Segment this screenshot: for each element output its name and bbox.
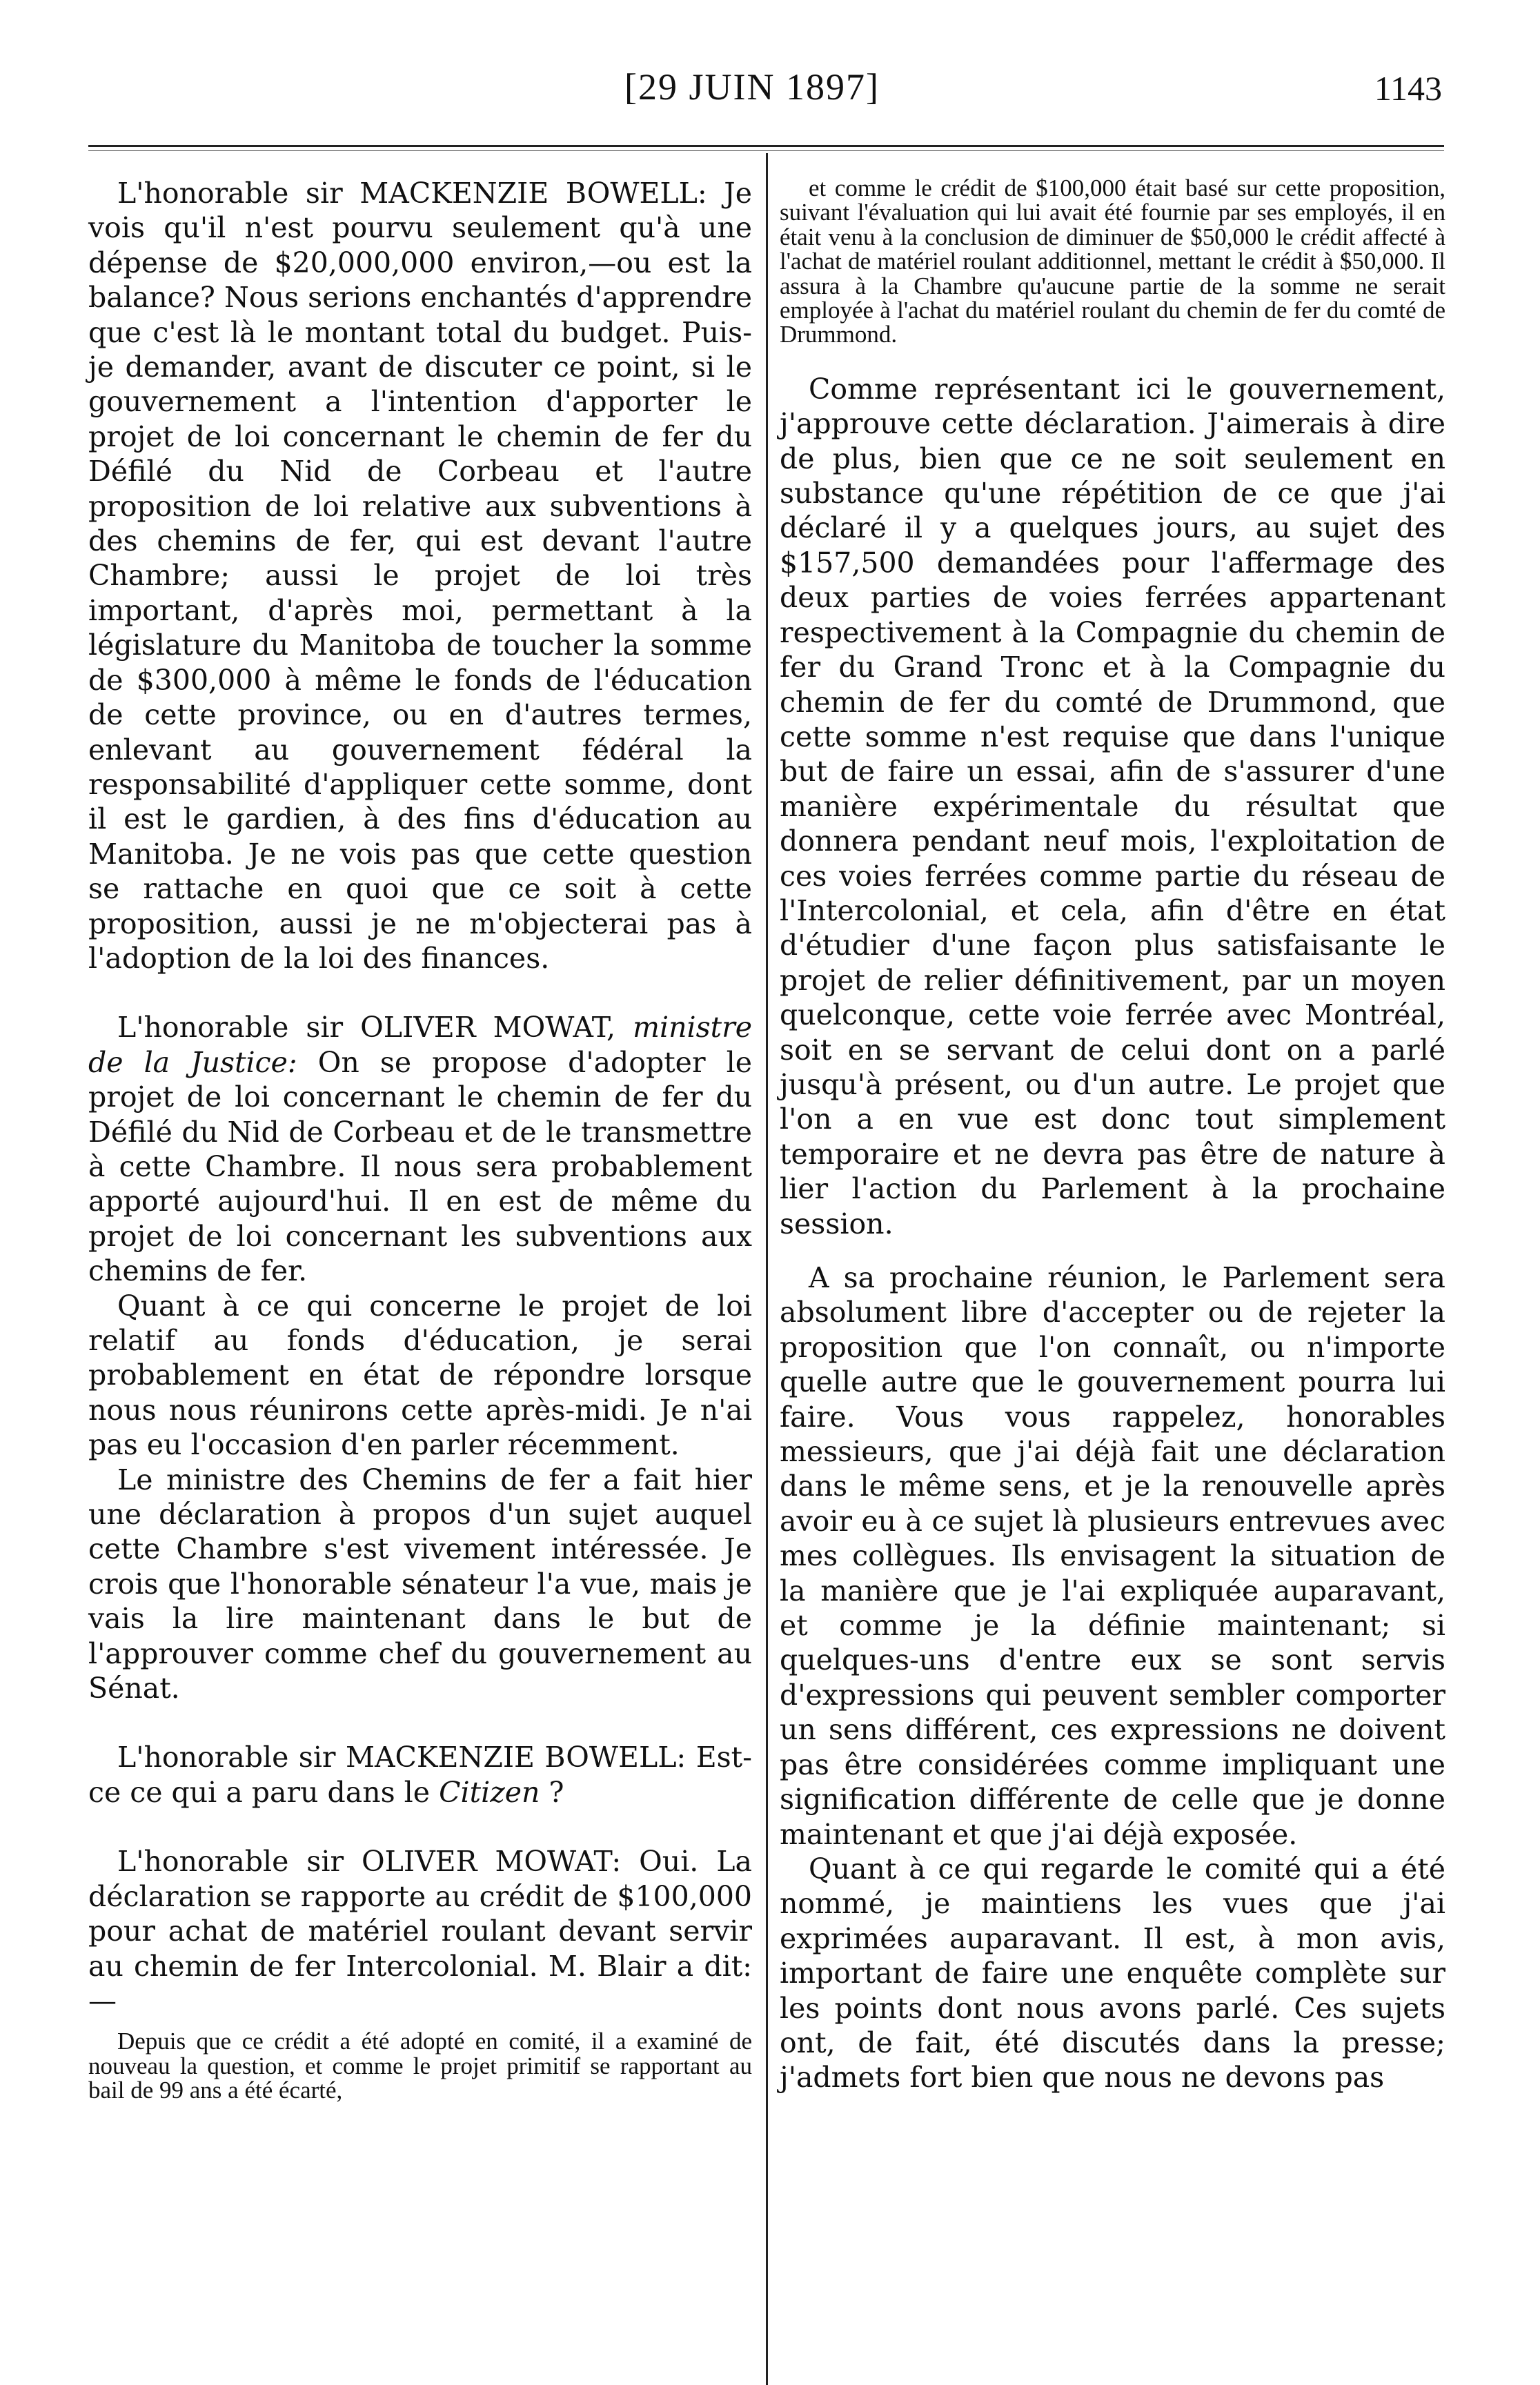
- header-rule: [88, 145, 1444, 147]
- header-rule-thin: [88, 150, 1444, 151]
- newspaper-name: Citizen: [439, 1775, 540, 1809]
- paragraph-mowat-7: Quant à ce qui regarde le comité qui a été nommé, je maintiens les vues que j'ai exprimées auparavant. Il est, à mon avis, important de faire une enquête complète sur les points dont nous avons parlé. Ces sujets ont, de fait, été discutés dans la presse; j'admets fort bien que nous ne devons pas: [780, 1852, 1445, 2095]
- paragraph-mowat-3: Le ministre des Chemins de fer a fait hier une déclaration à propos d'un sujet auquel cette Chambre s'est vivement intéressée. Je crois que l'honorable sénateur l'a vue, mais je vais la lire maintenant dans le but de l'approuver comme chef du gouvernement au Sénat.: [88, 1463, 752, 1705]
- quoted-statement-end: et comme le crédit de $100,000 était basé sur cette proposition, suivant l'évaluation qui lui avait été fournie par ses employés, il en était venu à la conclusion de diminuer de $50,000 le crédit affecté à l'achat de matériel roulant additionnel, mettant le crédit à $50,000. Il assura à la Chambre qu'aucune partie de la somme ne serait employée à l'achat du matériel roulant du chemin de fer du comté de Drummond.: [780, 175, 1445, 348]
- speaker-bowell: L'honorable sir MACKENZIE BOWELL:: [117, 177, 707, 210]
- header-date: [29 JUIN 1897]: [624, 66, 880, 108]
- speaker-mowat: L'honorable sir OLIVER MOWAT,: [117, 1011, 616, 1045]
- speaker-title: ministre de la Justice:: [88, 1011, 752, 1079]
- column-divider: [766, 153, 768, 2385]
- page-number: 1143: [1374, 69, 1442, 108]
- paragraph-mowat-4: [88, 1844, 752, 2018]
- paragraph-mowat-2: Quant à ce qui concerne le projet de loi relatif au fonds d'éducation, je serai probablement en état de répondre lorsque nous nous réunirons cette après-midi. Je n'ai pas eu l'occasion d'en parler récemment.: [88, 1289, 752, 1462]
- paragraph-mowat-6: A sa prochaine réunion, le Parlement sera absolument libre d'accepter ou de rejeter la proposition que l'on connaît, ou n'importe quelle autre que le gouvernement pourra lui faire. Vous vous rappelez, honorables messieurs, que j'ai déjà fait une déclaration dans le même sens, et je la renouvelle après avoir eu à ce sujet là plusieurs entrevues avec mes collègues. Ils envisagent la situation de la manière que je l'ai expliquée auparavant, et comme je la définie maintenant; si quelques-uns d'entre eux se sont servis d'expressions qui peuvent sembler comporter un sens différent, ces expressions ne doivent pas être considérées comme impliquant une signification différente de celle que je donne maintenant et que j'ai déjà exposée.: [780, 1261, 1445, 1851]
- paragraph-text: On se propose d'adopter le projet de loi concernant le chemin de fer du Défilé du Nid de Corbeau et de le transmettre à cette Chambre. Il nous sera probablement apporté aujourd'hui. Il en est de même du projet de loi concernant les subventions aux chemins de fer.: [88, 1045, 752, 1288]
- right-column: [780, 176, 1445, 2095]
- paragraph-mowat-5: Comme représentant ici le gouvernement, j'approuve cette déclaration. J'aimerais à dire de plus, bien que ce ne soit seulement en substance qu'une répétition de ce que j'ai déclaré il y a quelques jours, au sujet des $157,500 demandées pour l'affermage des deux parties de voies ferrées appartenant respectivement à la Compagnie du chemin de fer du Grand Tronc et à la Compagnie du chemin de fer du comté de Drummond, que cette somme n'est requise que dans l'unique but de faire un essai, afin de s'assurer d'une manière expérimentale du résultat que donnera pendant neuf mois, l'exploitation de ces voies ferrées comme partie du réseau de l'Intercolonial, et cela, afin d'être en état d'étudier d'une façon plus satisfaisante le projet de relier définitivement, par un moyen quelconque, cette voie ferrée avec Montréal, soit en se servant de celui dont on a parlé jusqu'à présent, ou d'un autre. Le projet que l'on a en vue est donc tout simplement temporaire et ne devra pas être de nature à lier l'action du Parlement à la prochaine session.: [780, 372, 1445, 1240]
- paragraph-text: Je vois qu'il n'est pourvu seulement qu'à une dépense de $20,000,000 environ,—ou est la balance? Nous serions enchantés d'apprendre que c'est là le montant total du budget. Puis-je demander, avant de discuter ce point, si le gouvernement a l'intention d'apporter le projet de loi concernant le chemin de fer du Défilé du Nid de Corbeau et l'autre proposition de loi relative aux subventions à des chemins de fer, qui est devant l'autre Chambre; aussi le projet de loi très important, d'après moi, permettant à la législature du Manitoba de toucher la somme de $300,000 à même le fonds de l'éducation de cette province, ou en d'autres termes, enlevant au gouvernement fédéral la responsabilité d'appliquer cette somme, dont il est le gardien, à des fins d'éducation au Manitoba. Je ne vois pas que cette question se rattache en quoi que ce soit à cette proposition, aussi je ne m'objecterai pas à l'adoption de la loi des finances.: [88, 177, 752, 975]
- left-column: [88, 176, 752, 2103]
- paragraph-text: ?: [549, 1775, 564, 1809]
- speaker-mowat: L'honorable sir OLIVER MOWAT:: [117, 1845, 622, 1879]
- paragraph-bowell-1: [88, 176, 752, 976]
- paragraph-bowell-2: [88, 1740, 752, 1810]
- paragraph-text: Oui. La déclaration se rapporte au crédit de $100,000 pour achat de matériel roulant devant servir au chemin de fer Intercolonial. M. Blair a dit:—: [88, 1845, 752, 2017]
- paragraph-text: Est-ce ce qui a paru dans le: [88, 1741, 752, 1809]
- page-header: [0, 66, 1540, 114]
- paragraph-mowat-1: [88, 1010, 752, 1288]
- speaker-bowell: L'honorable sir MACKENZIE BOWELL:: [117, 1741, 687, 1774]
- quoted-statement-start: Depuis que ce crédit a été adopté en comité, il a examiné de nouveau la question, et comme le projet primitif se rapportant au bail de 99 ans a été écarté,: [88, 2028, 752, 2104]
